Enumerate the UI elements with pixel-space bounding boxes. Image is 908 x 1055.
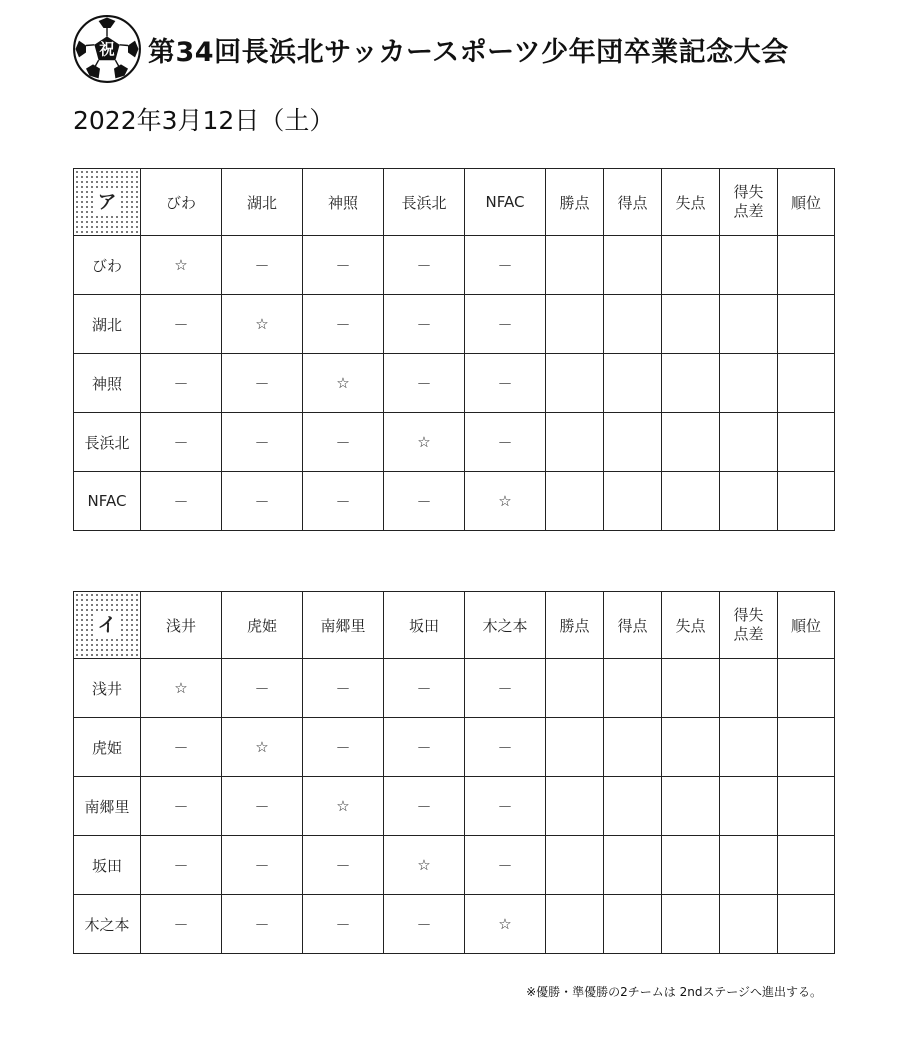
table-row: [74, 413, 835, 472]
match-result-cell: －: [141, 295, 222, 354]
match-result-cell: －: [303, 895, 384, 954]
team-column-header: 南郷里: [303, 592, 384, 659]
stat-cell: [546, 836, 604, 895]
stat-cell: [720, 836, 778, 895]
match-result-cell: －: [222, 895, 303, 954]
team-column-header: 湖北: [222, 169, 303, 236]
stat-cell: [604, 354, 662, 413]
group-label-cell: [74, 592, 141, 659]
team-column-header: 坂田: [384, 592, 465, 659]
stat-cell: [720, 472, 778, 531]
group-label: ア: [94, 190, 119, 214]
match-result-cell: －: [141, 836, 222, 895]
stat-cell: [720, 354, 778, 413]
team-column-header: 虎姫: [222, 592, 303, 659]
stat-cell: [662, 354, 720, 413]
self-match-cell: ☆: [465, 472, 546, 531]
table-row: [74, 895, 835, 954]
match-result-cell: －: [465, 295, 546, 354]
table-row: [74, 836, 835, 895]
match-result-cell: －: [303, 295, 384, 354]
header: [72, 12, 789, 86]
self-match-cell: ☆: [141, 236, 222, 295]
match-result-cell: －: [303, 718, 384, 777]
stat-cell: [778, 718, 835, 777]
stat-cell: [778, 295, 835, 354]
table-header-row: [74, 169, 835, 236]
stat-cell: [662, 836, 720, 895]
stat-cell: [778, 472, 835, 531]
stat-cell: [604, 777, 662, 836]
team-column-header: びわ: [141, 169, 222, 236]
stat-cell: [662, 413, 720, 472]
match-result-cell: －: [141, 354, 222, 413]
stat-cell: [604, 236, 662, 295]
match-result-cell: －: [303, 413, 384, 472]
stat-cell: [546, 236, 604, 295]
stat-cell: [546, 777, 604, 836]
team-row-header: 虎姫: [74, 718, 141, 777]
stat-cell: [720, 236, 778, 295]
group-b-table: [73, 591, 835, 954]
group-label: イ: [94, 613, 119, 637]
match-result-cell: －: [465, 413, 546, 472]
match-result-cell: －: [222, 413, 303, 472]
match-result-cell: －: [465, 777, 546, 836]
stat-cell: [546, 718, 604, 777]
stat-cell: [546, 354, 604, 413]
stat-cell: [546, 295, 604, 354]
match-result-cell: －: [384, 236, 465, 295]
match-result-cell: －: [222, 236, 303, 295]
group-label-cell: [74, 169, 141, 236]
self-match-cell: ☆: [384, 413, 465, 472]
match-result-cell: －: [465, 836, 546, 895]
table-row: [74, 354, 835, 413]
stat-cell: [604, 718, 662, 777]
team-column-header: 木之本: [465, 592, 546, 659]
team-row-header: NFAC: [74, 472, 141, 531]
stat-cell: [546, 472, 604, 531]
stat-cell: [662, 777, 720, 836]
stat-cell: [662, 472, 720, 531]
self-match-cell: ☆: [303, 354, 384, 413]
stat-cell: [778, 777, 835, 836]
self-match-cell: ☆: [222, 718, 303, 777]
match-result-cell: －: [465, 354, 546, 413]
stat-column-header: 得点: [604, 592, 662, 659]
footnote: ※優勝・準優勝の2チームは 2ndステージへ進出する。: [526, 985, 822, 999]
match-result-cell: －: [222, 659, 303, 718]
team-column-header: 神照: [303, 169, 384, 236]
match-result-cell: －: [222, 354, 303, 413]
team-column-header: 長浜北: [384, 169, 465, 236]
stat-cell: [604, 295, 662, 354]
stat-column-header: 失点: [662, 592, 720, 659]
match-result-cell: －: [141, 777, 222, 836]
stat-cell: [778, 659, 835, 718]
table-row: [74, 472, 835, 531]
self-match-cell: ☆: [384, 836, 465, 895]
stat-cell: [720, 659, 778, 718]
group-a-table: [73, 168, 835, 531]
match-result-cell: －: [222, 777, 303, 836]
stat-cell: [662, 659, 720, 718]
stat-cell: [778, 836, 835, 895]
match-result-cell: －: [384, 354, 465, 413]
table-row: [74, 659, 835, 718]
stat-cell: [604, 472, 662, 531]
self-match-cell: ☆: [141, 659, 222, 718]
stat-cell: [604, 659, 662, 718]
match-result-cell: －: [141, 895, 222, 954]
team-column-header: NFAC: [465, 169, 546, 236]
match-result-cell: －: [384, 472, 465, 531]
table-row: [74, 718, 835, 777]
stat-cell: [604, 895, 662, 954]
team-row-header: 木之本: [74, 895, 141, 954]
match-result-cell: －: [465, 236, 546, 295]
stat-cell: [720, 718, 778, 777]
team-row-header: 南郷里: [74, 777, 141, 836]
self-match-cell: ☆: [465, 895, 546, 954]
stat-cell: [720, 413, 778, 472]
stat-column-header: 順位: [778, 169, 835, 236]
stat-cell: [604, 413, 662, 472]
stat-cell: [546, 413, 604, 472]
page-title: 第34回長浜北サッカースポーツ少年団卒業記念大会: [148, 36, 789, 68]
stat-cell: [662, 295, 720, 354]
team-column-header: 浅井: [141, 592, 222, 659]
stat-column-header: 順位: [778, 592, 835, 659]
match-result-cell: －: [384, 659, 465, 718]
stat-cell: [604, 836, 662, 895]
ball-celebration-text: 祝: [99, 40, 115, 59]
team-row-header: びわ: [74, 236, 141, 295]
stat-cell: [662, 895, 720, 954]
match-result-cell: －: [141, 472, 222, 531]
match-result-cell: －: [384, 777, 465, 836]
table-row: [74, 236, 835, 295]
stat-cell: [778, 413, 835, 472]
match-result-cell: －: [384, 895, 465, 954]
stat-cell: [720, 295, 778, 354]
stat-column-header: 失点: [662, 169, 720, 236]
stat-cell: [546, 659, 604, 718]
stat-column-header: 得失 点差: [720, 592, 778, 659]
match-result-cell: －: [303, 472, 384, 531]
self-match-cell: ☆: [303, 777, 384, 836]
team-row-header: 長浜北: [74, 413, 141, 472]
match-result-cell: －: [465, 718, 546, 777]
table-row: [74, 777, 835, 836]
stat-column-header: 得失 点差: [720, 169, 778, 236]
table-header-row: [74, 592, 835, 659]
stat-cell: [778, 895, 835, 954]
stat-cell: [662, 718, 720, 777]
match-result-cell: －: [465, 659, 546, 718]
match-result-cell: －: [303, 659, 384, 718]
match-result-cell: －: [141, 413, 222, 472]
stat-column-header: 勝点: [546, 592, 604, 659]
match-result-cell: －: [384, 295, 465, 354]
stat-column-header: 得点: [604, 169, 662, 236]
table-row: [74, 295, 835, 354]
stat-cell: [778, 236, 835, 295]
team-row-header: 湖北: [74, 295, 141, 354]
match-result-cell: －: [303, 236, 384, 295]
stat-cell: [546, 895, 604, 954]
match-result-cell: －: [384, 718, 465, 777]
stat-column-header: 勝点: [546, 169, 604, 236]
team-row-header: 坂田: [74, 836, 141, 895]
team-row-header: 神照: [74, 354, 141, 413]
stat-cell: [720, 895, 778, 954]
stat-cell: [720, 777, 778, 836]
self-match-cell: ☆: [222, 295, 303, 354]
match-result-cell: －: [222, 472, 303, 531]
match-result-cell: －: [222, 836, 303, 895]
team-row-header: 浅井: [74, 659, 141, 718]
soccer-ball-icon: [72, 14, 142, 84]
match-result-cell: －: [141, 718, 222, 777]
stat-cell: [662, 236, 720, 295]
stat-cell: [778, 354, 835, 413]
event-date: 2022年3月12日（土）: [73, 106, 335, 135]
match-result-cell: －: [303, 836, 384, 895]
